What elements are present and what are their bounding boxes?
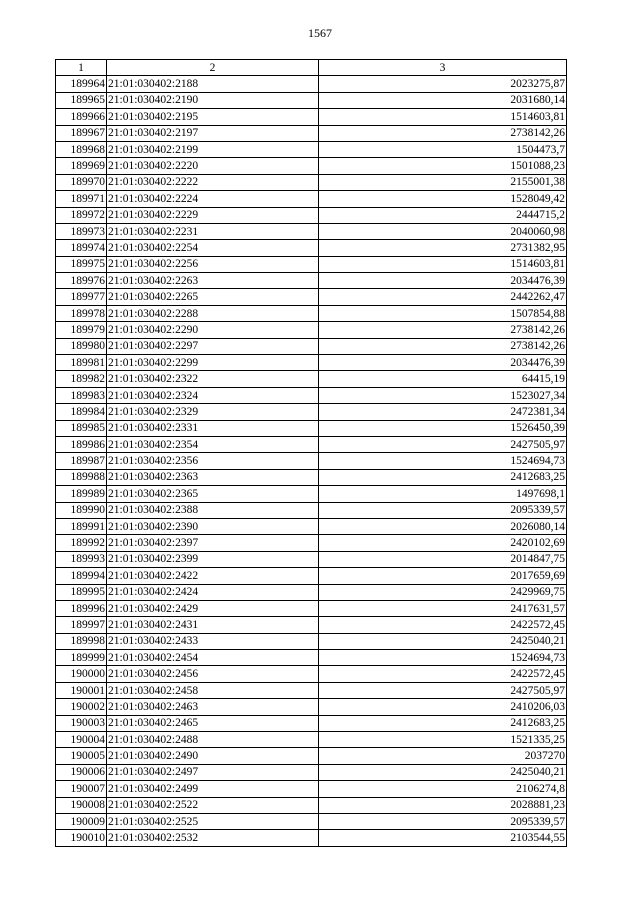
column-header-value: 3 (319, 60, 567, 76)
row-number-cell: 190010 (56, 830, 107, 846)
cadastral-value-cell: 2028881,23 (319, 797, 567, 813)
row-number-cell: 190007 (56, 781, 107, 797)
page-number: 1567 (308, 26, 332, 40)
cadastral-value-cell: 2410206,03 (319, 699, 567, 715)
cadastral-number-cell: 21:01:030402:2422 (107, 568, 319, 584)
table-row (56, 387, 567, 403)
row-number-cell: 190009 (56, 813, 107, 829)
cadastral-value-cell: 2738142,26 (319, 322, 567, 338)
row-number-cell: 190000 (56, 666, 107, 682)
table-row (56, 436, 567, 452)
cadastral-number-cell: 21:01:030402:2190 (107, 92, 319, 108)
row-number-cell: 189966 (56, 109, 107, 125)
table-row (56, 355, 567, 371)
cadastral-value-cell: 2427505,97 (319, 682, 567, 698)
cadastral-number-cell: 21:01:030402:2195 (107, 109, 319, 125)
table-row (56, 797, 567, 813)
cadastral-value-cell: 2417631,57 (319, 600, 567, 616)
cadastral-number-cell: 21:01:030402:2397 (107, 535, 319, 551)
cadastral-value-cell: 1524694,73 (319, 453, 567, 469)
row-number-cell: 189984 (56, 404, 107, 420)
row-number-cell: 189971 (56, 191, 107, 207)
row-number-cell: 189985 (56, 420, 107, 436)
table-row (56, 600, 567, 616)
cadastral-number-cell: 21:01:030402:2356 (107, 453, 319, 469)
row-number-cell: 189999 (56, 650, 107, 666)
table-row (56, 289, 567, 305)
table-row (56, 256, 567, 272)
cadastral-number-cell: 21:01:030402:2463 (107, 699, 319, 715)
table-row (56, 650, 567, 666)
table-row (56, 699, 567, 715)
row-number-cell: 189967 (56, 125, 107, 141)
cadastral-value-cell: 1507854,88 (319, 305, 567, 321)
row-number-cell: 189994 (56, 568, 107, 584)
table-row (56, 109, 567, 125)
table-row (56, 617, 567, 633)
cadastral-number-cell: 21:01:030402:2399 (107, 551, 319, 567)
table-row (56, 404, 567, 420)
cadastral-value-cell: 1504473,7 (319, 141, 567, 157)
table-row (56, 764, 567, 780)
cadastral-number-cell: 21:01:030402:2297 (107, 338, 319, 354)
cadastral-number-cell: 21:01:030402:2458 (107, 682, 319, 698)
row-number-cell: 189993 (56, 551, 107, 567)
cadastral-number-cell: 21:01:030402:2199 (107, 141, 319, 157)
table-row (56, 502, 567, 518)
row-number-cell: 189995 (56, 584, 107, 600)
table-row (56, 551, 567, 567)
cadastral-number-cell: 21:01:030402:2363 (107, 469, 319, 485)
cadastral-number-cell: 21:01:030402:2499 (107, 781, 319, 797)
cadastral-number-cell: 21:01:030402:2254 (107, 240, 319, 256)
cadastral-value-cell: 2103544,55 (319, 830, 567, 846)
table-row (56, 830, 567, 846)
table-row (56, 781, 567, 797)
cadastral-value-cell: 2106274,8 (319, 781, 567, 797)
table-row (56, 141, 567, 157)
row-number-cell: 189980 (56, 338, 107, 354)
table-row (56, 322, 567, 338)
cadastral-number-cell: 21:01:030402:2454 (107, 650, 319, 666)
row-number-cell: 189975 (56, 256, 107, 272)
row-number-cell: 190004 (56, 732, 107, 748)
cadastral-number-cell: 21:01:030402:2390 (107, 518, 319, 534)
table-body (56, 76, 567, 846)
cadastral-number-cell: 21:01:030402:2331 (107, 420, 319, 436)
cadastral-number-cell: 21:01:030402:2220 (107, 158, 319, 174)
cadastral-value-cell: 2738142,26 (319, 125, 567, 141)
row-number-cell: 189969 (56, 158, 107, 174)
row-number-cell: 189996 (56, 600, 107, 616)
table-row (56, 223, 567, 239)
cadastral-number-cell: 21:01:030402:2532 (107, 830, 319, 846)
row-number-cell: 189983 (56, 387, 107, 403)
cadastral-value-cell: 1501088,23 (319, 158, 567, 174)
table-row (56, 535, 567, 551)
table-row (56, 420, 567, 436)
row-number-cell: 189972 (56, 207, 107, 223)
cadastral-value-cell: 1521335,25 (319, 732, 567, 748)
row-number-cell: 189997 (56, 617, 107, 633)
row-number-cell: 190006 (56, 764, 107, 780)
cadastral-value-cell: 64415,19 (319, 371, 567, 387)
table-row (56, 518, 567, 534)
row-number-cell: 190001 (56, 682, 107, 698)
cadastral-value-cell: 2037270 (319, 748, 567, 764)
row-number-cell: 190002 (56, 699, 107, 715)
row-number-cell: 189990 (56, 502, 107, 518)
cadastral-value-cell: 2034476,39 (319, 355, 567, 371)
table-row (56, 453, 567, 469)
row-number-cell: 189970 (56, 174, 107, 190)
table-row (56, 191, 567, 207)
row-number-cell: 190005 (56, 748, 107, 764)
cadastral-number-cell: 21:01:030402:2265 (107, 289, 319, 305)
cadastral-value-cell: 2422572,45 (319, 617, 567, 633)
row-number-cell: 189987 (56, 453, 107, 469)
cadastral-number-cell: 21:01:030402:2490 (107, 748, 319, 764)
table-row (56, 813, 567, 829)
table-row (56, 207, 567, 223)
row-number-cell: 190008 (56, 797, 107, 813)
cadastral-value-cell: 1528049,42 (319, 191, 567, 207)
table-row (56, 584, 567, 600)
cadastral-value-cell: 2031680,14 (319, 92, 567, 108)
cadastral-value-cell: 2420102,69 (319, 535, 567, 551)
row-number-cell: 189998 (56, 633, 107, 649)
cadastral-value-cell: 2738142,26 (319, 338, 567, 354)
table-row (56, 174, 567, 190)
cadastral-value-cell: 2017659,69 (319, 568, 567, 584)
cadastral-value-cell: 2472381,34 (319, 404, 567, 420)
row-number-cell: 190003 (56, 715, 107, 731)
table-row (56, 469, 567, 485)
cadastral-value-cell: 1524694,73 (319, 650, 567, 666)
cadastral-value-cell: 2412683,25 (319, 715, 567, 731)
row-number-cell: 189964 (56, 76, 107, 92)
table-row (56, 76, 567, 92)
cadastral-number-cell: 21:01:030402:2324 (107, 387, 319, 403)
cadastral-number-cell: 21:01:030402:2525 (107, 813, 319, 829)
table-row (56, 125, 567, 141)
row-number-cell: 189991 (56, 518, 107, 534)
cadastral-number-cell: 21:01:030402:2465 (107, 715, 319, 731)
cadastral-value-cell: 2412683,25 (319, 469, 567, 485)
cadastral-value-cell: 2425040,21 (319, 764, 567, 780)
cadastral-value-cell: 1526450,39 (319, 420, 567, 436)
cadastral-value-cell: 2422572,45 (319, 666, 567, 682)
cadastral-number-cell: 21:01:030402:2197 (107, 125, 319, 141)
table-row (56, 748, 567, 764)
row-number-cell: 189965 (56, 92, 107, 108)
cadastral-value-cell: 1514603,81 (319, 109, 567, 125)
cadastral-number-cell: 21:01:030402:2231 (107, 223, 319, 239)
table-row (56, 240, 567, 256)
row-number-cell: 189978 (56, 305, 107, 321)
column-header-number: 1 (56, 60, 107, 76)
table-header-row (56, 60, 567, 76)
table-row (56, 682, 567, 698)
cadastral-value-cell: 2026080,14 (319, 518, 567, 534)
table-row (56, 158, 567, 174)
cadastral-value-table (55, 59, 567, 847)
cadastral-number-cell: 21:01:030402:2388 (107, 502, 319, 518)
cadastral-value-cell: 2444715,2 (319, 207, 567, 223)
row-number-cell: 189982 (56, 371, 107, 387)
cadastral-number-cell: 21:01:030402:2456 (107, 666, 319, 682)
row-number-cell: 189974 (56, 240, 107, 256)
cadastral-number-cell: 21:01:030402:2188 (107, 76, 319, 92)
cadastral-number-cell: 21:01:030402:2263 (107, 273, 319, 289)
cadastral-value-cell: 2731382,95 (319, 240, 567, 256)
cadastral-value-cell: 1497698,1 (319, 486, 567, 502)
cadastral-number-cell: 21:01:030402:2222 (107, 174, 319, 190)
cadastral-number-cell: 21:01:030402:2288 (107, 305, 319, 321)
cadastral-value-cell: 2442262,47 (319, 289, 567, 305)
cadastral-value-cell: 2429969,75 (319, 584, 567, 600)
row-number-cell: 189977 (56, 289, 107, 305)
cadastral-number-cell: 21:01:030402:2329 (107, 404, 319, 420)
row-number-cell: 189973 (56, 223, 107, 239)
row-number-cell: 189968 (56, 141, 107, 157)
cadastral-number-cell: 21:01:030402:2354 (107, 436, 319, 452)
cadastral-number-cell: 21:01:030402:2431 (107, 617, 319, 633)
row-number-cell: 189992 (56, 535, 107, 551)
cadastral-number-cell: 21:01:030402:2365 (107, 486, 319, 502)
cadastral-number-cell: 21:01:030402:2290 (107, 322, 319, 338)
cadastral-value-cell: 2425040,21 (319, 633, 567, 649)
cadastral-number-cell: 21:01:030402:2224 (107, 191, 319, 207)
table-row (56, 486, 567, 502)
cadastral-value-cell: 2023275,87 (319, 76, 567, 92)
table-row (56, 371, 567, 387)
cadastral-value-cell: 2427505,97 (319, 436, 567, 452)
table-row (56, 305, 567, 321)
cadastral-value-cell: 2034476,39 (319, 273, 567, 289)
table-row (56, 568, 567, 584)
cadastral-value-cell: 2040060,98 (319, 223, 567, 239)
cadastral-number-cell: 21:01:030402:2322 (107, 371, 319, 387)
cadastral-value-cell: 1523027,34 (319, 387, 567, 403)
cadastral-number-cell: 21:01:030402:2522 (107, 797, 319, 813)
cadastral-number-cell: 21:01:030402:2497 (107, 764, 319, 780)
table-row (56, 633, 567, 649)
table-row (56, 666, 567, 682)
table-row (56, 715, 567, 731)
table-row (56, 338, 567, 354)
cadastral-number-cell: 21:01:030402:2424 (107, 584, 319, 600)
row-number-cell: 189976 (56, 273, 107, 289)
cadastral-number-cell: 21:01:030402:2433 (107, 633, 319, 649)
cadastral-number-cell: 21:01:030402:2229 (107, 207, 319, 223)
row-number-cell: 189989 (56, 486, 107, 502)
table-row (56, 273, 567, 289)
table-row (56, 92, 567, 108)
cadastral-value-cell: 1514603,81 (319, 256, 567, 272)
cadastral-number-cell: 21:01:030402:2256 (107, 256, 319, 272)
table-row (56, 732, 567, 748)
row-number-cell: 189986 (56, 436, 107, 452)
row-number-cell: 189979 (56, 322, 107, 338)
cadastral-number-cell: 21:01:030402:2488 (107, 732, 319, 748)
row-number-cell: 189981 (56, 355, 107, 371)
column-header-cadastral-id: 2 (107, 60, 319, 76)
cadastral-value-cell: 2095339,57 (319, 813, 567, 829)
cadastral-number-cell: 21:01:030402:2299 (107, 355, 319, 371)
cadastral-value-cell: 2014847,75 (319, 551, 567, 567)
row-number-cell: 189988 (56, 469, 107, 485)
cadastral-value-cell: 2155001,38 (319, 174, 567, 190)
cadastral-value-cell: 2095339,57 (319, 502, 567, 518)
cadastral-number-cell: 21:01:030402:2429 (107, 600, 319, 616)
